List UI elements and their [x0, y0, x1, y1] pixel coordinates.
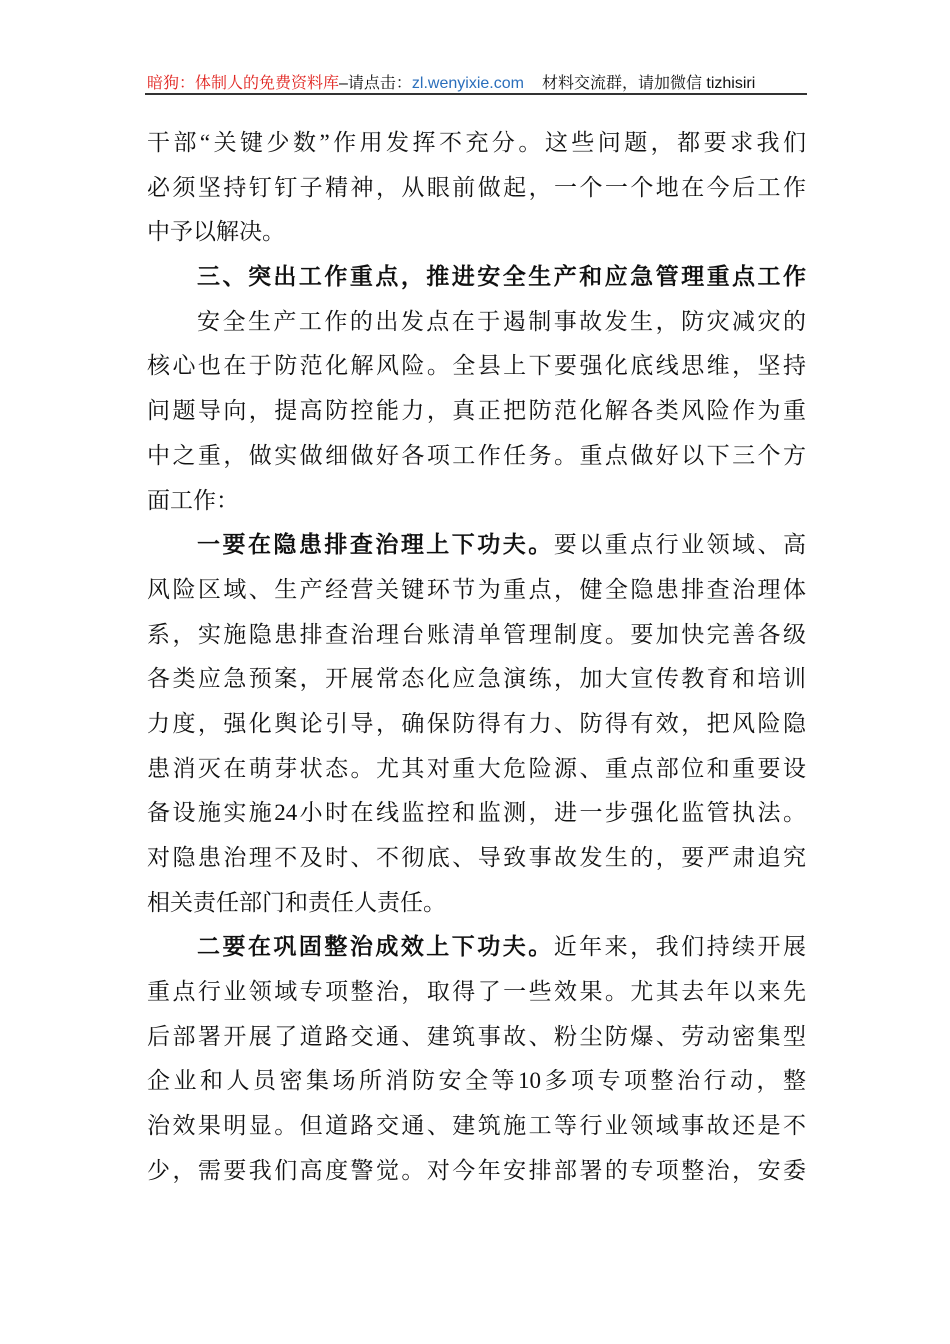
text-line: 各类应急预案，开展常态化应急演练，加大宣传教育和培训: [147, 666, 806, 692]
text-line: 力度，强化舆论引导，确保防得有力、防得有效，把风险隐: [147, 710, 806, 736]
text-line: 少，需要我们高度警觉。对今年安排部署的专项整治，安委: [147, 1157, 806, 1183]
header-contact: 材料交流群，请加微信 tizhisiri: [541, 75, 756, 92]
text-run: 近年来，我们持续开展: [553, 934, 807, 960]
text-line: [147, 925, 806, 970]
text-line: 治效果明显。但道路交通、建筑施工等行业领域事故还是不: [147, 1113, 806, 1139]
section-heading: 三、突出工作重点，推进安全生产和应急管理重点工作: [197, 264, 806, 290]
text-line: 相关责任部门和责任人责任。: [147, 889, 446, 915]
page-header: [147, 70, 806, 93]
text-line: 重点行业领域专项整治，取得了一些效果。尤其去年以来先: [147, 979, 806, 1005]
text-line: 干部“关键少数”作用发挥不充分。这些问题，都要求我们: [147, 130, 806, 155]
text-line: 风险区域、生产经营关键环节为重点，健全隐患排查治理体: [147, 576, 806, 602]
text-line: 备设施实施24小时在线监控和监测，进一步强化监管执法。: [147, 800, 806, 826]
text-line: 面工作：: [147, 487, 239, 513]
text-line: [147, 523, 806, 568]
text-line: 对隐患治理不及时、不彻底、导致事故发生的，要严肃追究: [147, 845, 806, 870]
text-line: 必须坚持钉钉子精神，从眼前做起，一个一个地在今后工作: [147, 174, 806, 200]
text-line: 系，实施隐患排查治理台账清单管理制度。要加快完善各级: [147, 621, 806, 647]
header-brand: 暗狗：体制人的免费资料库: [147, 75, 340, 92]
text-line: 企业和人员密集场所消防安全等10多项专项整治行动，整: [147, 1068, 806, 1094]
header-link[interactable]: zl.wenyixie.com: [411, 75, 524, 92]
text-line: 中予以解决。: [147, 219, 285, 245]
text-line: 问题导向，提高防控能力，真正把防范化解各类风险作为重: [147, 398, 806, 424]
text-line: 患消灭在萌芽状态。尤其对重大危险源、重点部位和重要设: [147, 755, 806, 781]
text-run: 要以重点行业领域、高: [553, 532, 807, 558]
paragraph-lead: 二要在巩固整治成效上下功夫。: [197, 934, 554, 960]
text-line: 安全生产工作的出发点在于遏制事故发生，防灾减灾的: [197, 308, 806, 334]
header-prompt: –请点击：: [339, 75, 412, 92]
paragraph-lead: 一要在隐患排查治理上下功夫。: [197, 532, 554, 558]
text-line: 核心也在于防范化解风险。全县上下要强化底线思维，坚持: [147, 353, 806, 379]
text-line: 后部署开展了道路交通、建筑事故、粉尘防爆、劳动密集型: [147, 1023, 806, 1049]
text-line: 中之重，做实做细做好各项工作任务。重点做好以下三个方: [147, 442, 806, 468]
document-body: [147, 121, 806, 1194]
header-divider: [145, 93, 807, 95]
